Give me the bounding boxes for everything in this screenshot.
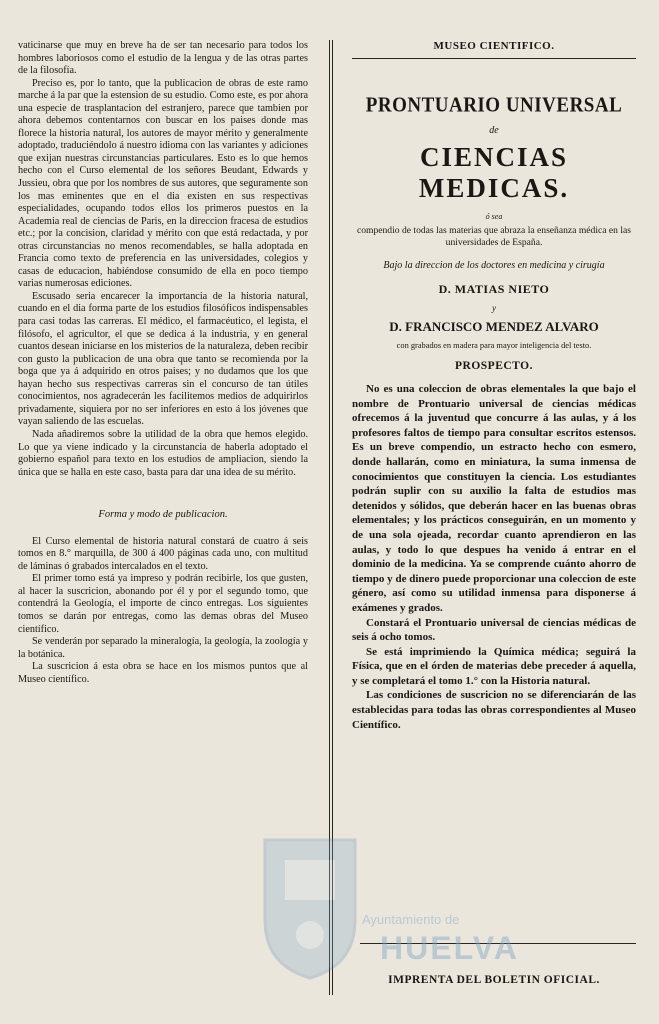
grabados-note: con grabados en madera para mayor inteligencia del testo. [396, 341, 592, 350]
prospecto-body [352, 382, 636, 732]
right-paragraph-3: Se está imprimiendo la Química médica; seguirá la Física, que en el órden de materias debe preceder á aquella, y se completará el tomo 1.° con la Historia natural. [352, 645, 636, 687]
publication-subheading: Forma y modo de publicacion. [98, 509, 228, 521]
left-column [18, 40, 308, 686]
right-paragraph-4: Las condiciones de suscricion no se diferenciarán de las establecidas para todas las obras correspondientes al Museo Científico. [352, 689, 636, 731]
author-2: D. FRANCISCO MENDEZ ALVARO [389, 319, 599, 334]
author-1: D. MATIAS NIETO [438, 282, 550, 296]
left-after-paragraph-1: El Curso elemental de historia natural constará de cuatro á seis tomos en 8.° marquilla, de 300 á 400 páginas cada uno, con multitud de láminas ó grabados intercalados en el texto. [18, 535, 308, 572]
right-paragraph-2: Constará el Prontuario universal de ciencias médicas de seis á ocho tomos. [352, 616, 636, 644]
left-paragraph-1: vaticinarse que muy en breve ha de ser tan necesario para todos los hombres laboriosos como el estudio de la lengua y de las otras partes de la filosofía. [18, 40, 308, 77]
title-prontuario: PRONTUARIO UNIVERSAL [365, 93, 623, 117]
section-header: MUSEO CIENTIFICO. [433, 40, 555, 52]
watermark-city: HUELVA [380, 930, 519, 966]
shield-watermark-icon [255, 830, 365, 980]
left-after-paragraph-3: Se venderán por separado la mineralogía, la geología, la zoología y la botánica. [18, 636, 308, 660]
left-paragraph-2: Preciso es, por lo tanto, que la publicacion de obras de este ramo marche á la par que la estension de su estudio. Como este, es por ahora una especie de trasplantacion del estranjero, parece que tambien por ahora debemos contentarnos con buscar en los paises donde mas florece la historia natural, los autores de mayor mérito y generalmente adoptado, traduciéndolo á nuestro idioma con las variantes y adiciones que exijan nuestras circunstancias particulares. Esto es lo que hemos hecho con el Curso elemental de los señores Beudant, Edwards y Jussieu, obra que por los nombres de sus autores, que seguramente son los mas eminentes que en el dia existen en sus respectivas especialidades, ocupando todos ellos los primeros puestos en la Academia real de ciencias de Paris, en la direccion fracesa de estudios etc.; por la concision, claridad y mérito con que está redactada, y por otras circunstancias no menos recomendables, se halla adoptada en Francia como texto de preferencia en las universidades, colegios y casas de educacion, habiéndose consumido de ella en poco tiempo varias numerosas ediciones. [18, 77, 308, 290]
author-conjunction: y [492, 303, 496, 313]
right-paragraph-1: No es una coleccion de obras elementales la que bajo el nombre de Prontuario universal de ciencias médicas ofrecemos á la juventud que concurre á las aulas, y á los profesores faltos de tiempo para consultar escritos estensos. Es un breve compendio, un estracto hecho con esmero, donde hallarán, como en miniatura, la suma inmensa de conocimientos que constituyen la ciencia. Los estudiantes podrán suplir con su auxilio la falta de estudios mas detenidos y sólidos, que deberán hacer en las buenas obras elementales; y los prácticos conseguirán, en un momento y de una sola ojeada, recordar cuanto aprendieron en las aulas, y todo lo que despues ha venido á entrar en el dominio de la medicina. Ya se comprende cuánto ahorro de tiempo y de dinero puede proporcionar una coleccion de este género, así como su utilidad inmensa para disponerse á exámenes y grados. [352, 383, 636, 614]
header-rule [352, 58, 636, 59]
imprenta-footer: IMPRENTA DEL BOLETIN OFICIAL. [388, 974, 600, 986]
compendio-text: compendio de todas las materias que abraza la enseñanza médica en las universidades de España. [356, 225, 632, 248]
right-column [352, 40, 636, 732]
left-after-paragraph-4: La suscricion á esta obra se hace en los mismos puntos que al Museo científico. [18, 661, 308, 685]
left-paragraph-4: Nada añadiremos sobre la utilidad de la obra que hemos elegido. Lo que ya viene indicado y la circunstancia de haberla adoptado el gobierno español para texto en los estudios de ampliacion, siendo la única que se halla en este caso, basta para dar una idea de su mérito. [18, 428, 308, 478]
prospecto-heading: PROSPECTO. [455, 360, 533, 372]
left-after-paragraph-2: El primer tomo está ya impreso y podrán recibirle, los que gusten, al hacer la suscricion, abonando por él y por el segundo tomo, que contendrá la Geología, el importe de cinco entregas. Los siguientes tomos se darán por entregas, como las demas obras del Museo científico. [18, 573, 308, 635]
direccion-text: Bajo la direccion de los doctores en medicina y cirugía [383, 260, 605, 271]
left-paragraph-3: Escusado seria encarecer la importancia de la historia natural, cuando en el dia forma parte de los estudios filosóficos indispensables para casi todas las carreras. El médico, el farmacéutico, el legista, el filósofo, el agricultor, el que se dedica á la industria, y en general cuantos desean iniciarse en los misterios de la naturaleza, deben recibir con gusto la publicacion de una obra que tanto se recomienda por la boga que ya á adquirido en otros paises; y no dudamos que los que hayan hecho sus respectivas carreras sin el concurso de tan útiles conocimientos, nos agradecerán les facilitemos medios de adquirirlos privadamente, siquiera por no ser inferiores en esto á los jóvenes que vayan saliendo de las escuelas. [18, 290, 308, 428]
title-ciencias: CIENCIAS MEDICAS. [418, 142, 570, 203]
title-de: de [489, 125, 499, 136]
o-sea: ó sea [485, 212, 503, 221]
watermark-org: Ayuntamiento de [362, 912, 460, 927]
